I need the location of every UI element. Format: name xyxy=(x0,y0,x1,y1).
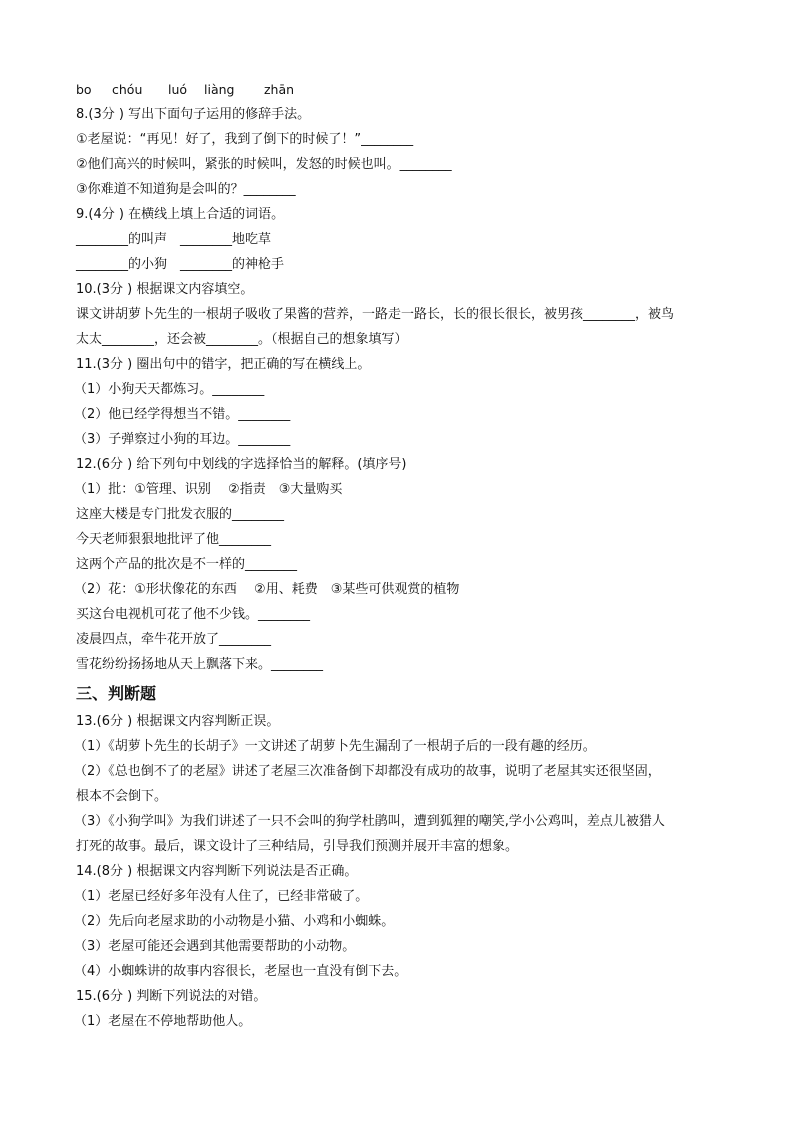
pinyin-row xyxy=(0,82,794,98)
q10-text-2: 太太________，还会被________。（根据自己的想象填写） xyxy=(76,332,408,347)
q12-part-1-s1: 这座大楼是专门批发衣服的________ xyxy=(76,507,285,522)
q13-item-2-cont: 根本不会倒下。 xyxy=(76,789,168,804)
q9-title: 9.(4分 ) 在横线上填上合适的词语。 xyxy=(76,207,285,222)
q12-part-1-s2: 今天老师狠狠地批评了他________ xyxy=(76,532,272,547)
q14-item-1: （1）老屋已经好多年没有人住了，已经非常破了。 xyxy=(74,889,369,904)
q8-item-3: ③你难道不知道狗是会叫的？________ xyxy=(76,182,296,197)
q12-part-1-options: （1）批：①管理、识别 ②指责 ③大量购买 xyxy=(74,482,343,497)
q8-item-2: ②他们高兴的时候叫，紧张的时候叫，发怒的时候也叫。________ xyxy=(76,157,452,172)
q14-item-3: （3）老屋可能还会遇到其他需要帮助的小动物。 xyxy=(74,939,356,954)
q13-item-3-cont: 打死的故事。最后，课文设计了三种结局，引导我们预测并展开丰富的想象。 xyxy=(76,839,519,854)
pinyin-4: liàng xyxy=(204,82,235,97)
section-judgement-title: 三、判断题 xyxy=(76,684,157,703)
q11-item-3: （3）子弹察过小狗的耳边。________ xyxy=(74,432,291,447)
pinyin-3: luó xyxy=(168,82,188,97)
q14-title: 14.(8分 ) 根据课文内容判断下列说法是否正确。 xyxy=(76,864,358,879)
q14-item-4: （4）小蜘蛛讲的故事内容很长，老屋也一直没有倒下去。 xyxy=(74,964,408,979)
q10-title: 10.(3分 ) 根据课文内容填空。 xyxy=(76,282,254,297)
q11-item-2: （2）他已经学得想当不错。________ xyxy=(74,407,291,422)
q12-part-2-s2: 凌晨四点，牵牛花开放了________ xyxy=(76,632,272,647)
q13-item-2: （2）《总也倒不了的老屋》讲述了老屋三次准备倒下却都没有成功的故事，说明了老屋其实还很坚固， xyxy=(74,764,661,779)
pinyin-5: zhān xyxy=(264,82,295,97)
q12-part-2-s3: 雪花纷纷扬扬地从天上飘落下来。________ xyxy=(76,657,324,672)
q15-item-1: （1）老屋在不停地帮助他人。 xyxy=(74,1014,252,1029)
q12-part-2-s1: 买这台电视机可花了他不少钱。________ xyxy=(76,607,311,622)
q11-item-1: （1）小狗天天都炼习。________ xyxy=(74,382,265,397)
q15-title: 15.(6分 ) 判断下列说法的对错。 xyxy=(76,989,267,1004)
q9-row-1: ________的叫声 ________地吃草 xyxy=(76,232,272,247)
pinyin-2: chóu xyxy=(112,82,143,97)
q12-title: 12.(6分 ) 给下列句中划线的字选择恰当的解释。(填序号) xyxy=(76,457,407,472)
pinyin-1: bo xyxy=(76,82,92,97)
q14-item-2: （2）先后向老屋求助的小动物是小猫、小鸡和小蜘蛛。 xyxy=(74,914,395,929)
q10-text-1: 课文讲胡萝卜先生的一根胡子吸收了果酱的营养，一路走一路长，长的很长很长，被男孩________，被鸟 xyxy=(76,307,675,322)
q12-part-2-options: （2）花：①形状像花的东西 ②用、耗费 ③某些可供观赏的植物 xyxy=(74,582,460,597)
q12-part-1-s3: 这两个产品的批次是不一样的________ xyxy=(76,557,298,572)
q13-item-1: （1）《胡萝卜先生的长胡子》一文讲述了胡萝卜先生漏刮了一根胡子后的一段有趣的经历。 xyxy=(74,739,596,754)
q8-title: 8.(3分 ) 写出下面句子运用的修辞手法。 xyxy=(76,107,311,122)
q13-item-3: （3）《小狗学叫》为我们讲述了一只不会叫的狗学杜鹃叫，遭到狐狸的嘲笑,学小公鸡叫，差点儿被猎人 xyxy=(74,814,665,829)
q13-title: 13.(6分 ) 根据课文内容判断正误。 xyxy=(76,714,280,729)
q11-title: 11.(3分 ) 圈出句中的错字，把正确的写在横线上。 xyxy=(76,357,371,372)
q9-row-2: ________的小狗 ________的神枪手 xyxy=(76,257,285,272)
q8-item-1: ①老屋说：“再见！好了，我到了倒下的时候了！”________ xyxy=(76,132,414,147)
